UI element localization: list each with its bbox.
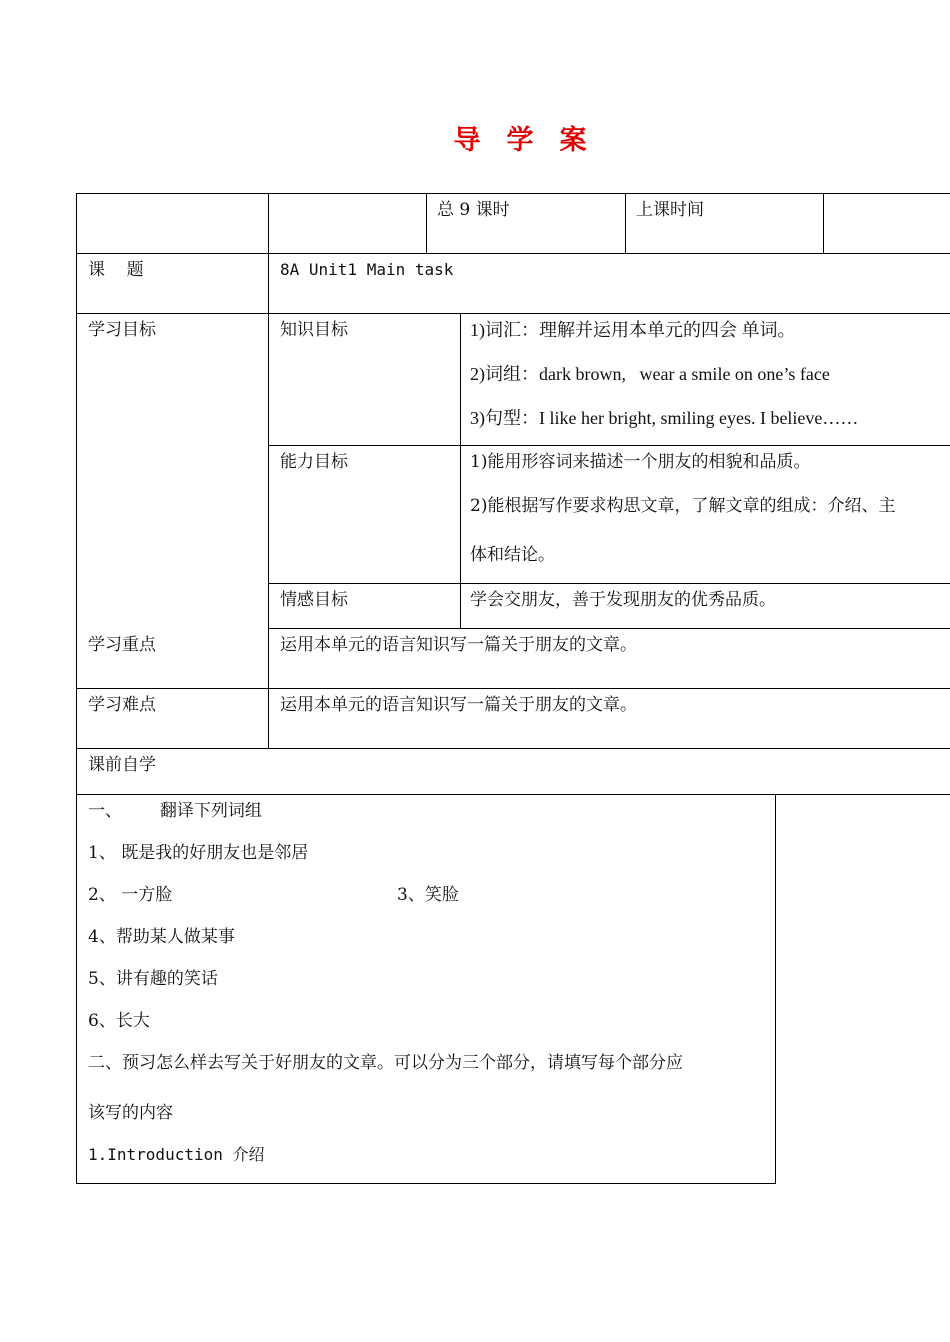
knowledge-item: 3)句型：I like her bright, smiling eyes. I believe…… xyxy=(470,408,859,428)
table-rule xyxy=(76,253,950,254)
table-rule xyxy=(76,794,950,795)
emotion-goal-value: 学会交朋友，善于发现朋友的优秀品质。 xyxy=(470,590,776,610)
section2-title: 二、预习怎么样去写关于好朋友的文章。可以分为三个部分，请填写每个部分应 xyxy=(88,1053,683,1073)
difficulty-label: 学习难点 xyxy=(88,695,156,715)
topic-label: 课 题 xyxy=(88,260,144,280)
section2-title-cont: 该写的内容 xyxy=(88,1103,173,1123)
list-item: 3、笑脸 xyxy=(397,885,459,905)
knowledge-goal-label: 知识目标 xyxy=(280,320,348,340)
ability-item: 1)能用形容词来描述一个朋友的相貌和品质。 xyxy=(470,452,811,472)
table-rule xyxy=(268,628,950,629)
total-lessons: 总 9 课时 xyxy=(437,200,510,220)
list-item: 6、长大 xyxy=(88,1011,150,1031)
table-rule xyxy=(268,445,460,446)
table-rule xyxy=(268,193,269,749)
emotion-goal-label: 情感目标 xyxy=(280,590,348,610)
table-rule xyxy=(76,688,950,689)
list-item: 2、 一方脸 xyxy=(88,885,173,905)
knowledge-item: 1)词汇：理解并运用本单元的四会 单词。 xyxy=(470,320,796,340)
table-rule xyxy=(76,748,950,749)
table-rule xyxy=(823,193,824,253)
ability-item: 2)能根据写作要求构思文章，了解文章的组成：介绍、主 xyxy=(470,496,896,516)
knowledge-item: 2)词组：dark brown, wear a smile on one’s face xyxy=(470,364,830,384)
key-point-value: 运用本单元的语言知识写一篇关于朋友的文章。 xyxy=(280,635,637,655)
table-rule xyxy=(460,313,461,628)
difficulty-value: 运用本单元的语言知识写一篇关于朋友的文章。 xyxy=(280,695,637,715)
table-rule xyxy=(76,1183,775,1184)
goals-label: 学习目标 xyxy=(88,320,156,340)
ability-item: 体和结论。 xyxy=(470,545,555,565)
table-rule xyxy=(268,583,950,584)
ability-goal-label: 能力目标 xyxy=(280,452,348,472)
list-item: 1、 既是我的好朋友也是邻居 xyxy=(88,843,309,863)
table-rule xyxy=(426,193,427,253)
section1-title: 一、 翻译下列词组 xyxy=(88,801,262,821)
topic-value: 8A Unit1 Main task xyxy=(280,260,454,279)
intro-label: 1.Introduction 介绍 xyxy=(88,1145,265,1164)
key-point-label: 学习重点 xyxy=(88,635,156,655)
class-time-label: 上课时间 xyxy=(636,200,704,220)
table-rule xyxy=(775,794,776,1184)
list-item: 5、讲有趣的笑话 xyxy=(88,969,218,989)
table-rule xyxy=(460,445,950,446)
table-rule xyxy=(76,193,950,194)
table-rule xyxy=(76,193,77,1184)
table-rule xyxy=(76,313,950,314)
title-char: 案 xyxy=(559,125,593,156)
list-item: 4、帮助某人做某事 xyxy=(88,927,235,947)
title-char: 导 xyxy=(453,125,487,156)
preview-label: 课前自学 xyxy=(88,755,156,775)
table-rule xyxy=(625,193,626,253)
title-char: 学 xyxy=(506,125,540,156)
